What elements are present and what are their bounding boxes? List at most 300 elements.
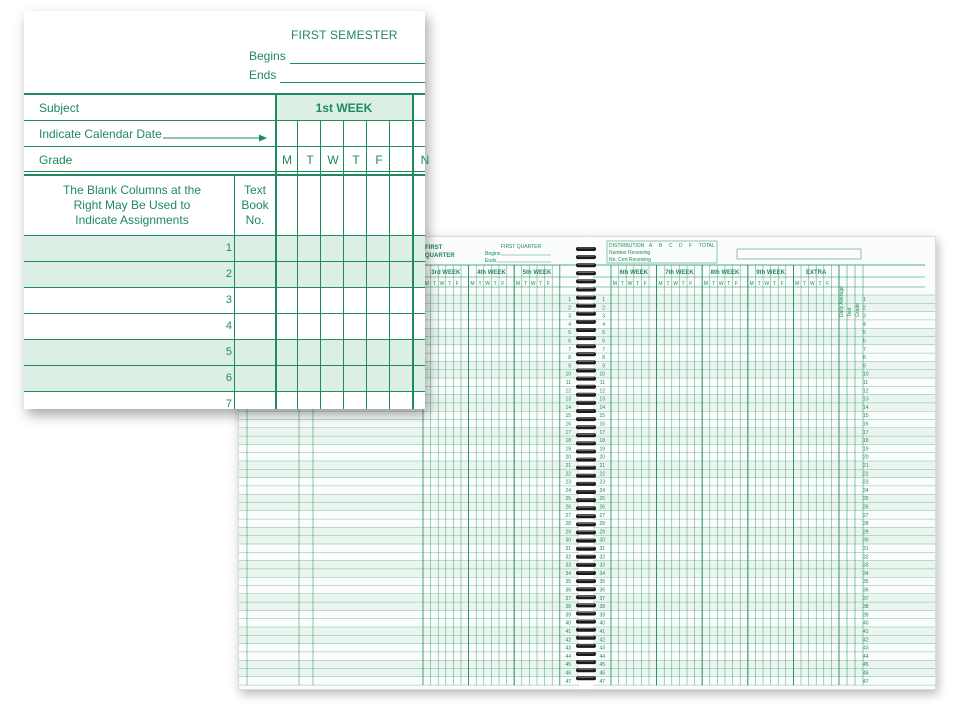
book-row-number: 1	[568, 297, 571, 303]
spiral-coil	[576, 490, 596, 494]
book-day-letter: T	[727, 281, 731, 287]
spiral-coil	[576, 652, 596, 656]
book-row-number: 23	[565, 479, 571, 486]
book-day-letter: W	[485, 281, 490, 287]
book-day-letter: M	[658, 281, 663, 287]
book-row-number: 9	[602, 363, 605, 370]
book-day-letter: F	[826, 281, 830, 287]
book-week-label-r4: EXTRA	[806, 270, 827, 276]
book-row-number: 15	[565, 413, 571, 420]
book-day-letter: F	[780, 281, 784, 287]
book-row-number: 17	[599, 429, 605, 436]
begins-line	[290, 63, 425, 64]
book-row-number: 10	[565, 371, 571, 378]
spiral-coil	[576, 563, 596, 567]
book-day-letter: F	[501, 281, 505, 287]
book-day-letter: T	[478, 281, 482, 287]
book-row-number: 13	[599, 396, 605, 403]
book-week-label-r0: 6th WEEK	[619, 270, 649, 276]
row-number: 7	[225, 398, 232, 410]
rule	[24, 313, 425, 314]
book-week-label-r1: 7th WEEK	[665, 270, 694, 276]
book-day-letter: W	[627, 281, 633, 287]
book-row-number: 17	[863, 429, 869, 436]
book-week-label-r3: 9th WEEK	[756, 270, 785, 276]
day-next-partial: N	[420, 153, 430, 167]
rule	[24, 287, 425, 288]
spiral-coil	[576, 628, 596, 632]
book-row-number: 44	[863, 653, 869, 660]
rule	[24, 235, 425, 236]
book-day-letter: M	[703, 281, 709, 287]
book-row-number: 8	[568, 355, 571, 362]
spiral-coil	[576, 531, 596, 535]
book-row-number: 24	[599, 487, 605, 494]
book-row-number: 23	[599, 479, 605, 486]
book-row-number: 14	[863, 404, 869, 411]
book-row-number: 31	[863, 546, 869, 552]
book-row-number: 37	[599, 595, 605, 602]
book-distribution-grade: F	[689, 243, 693, 249]
book-row-number: 18	[599, 438, 605, 445]
book-day-letter: F	[455, 281, 459, 287]
book-row-number: 4	[863, 321, 866, 328]
subject-label: Subject	[39, 101, 80, 115]
book-row-number: 3	[863, 313, 866, 320]
book-row-number: 36	[599, 587, 605, 594]
book-row-number: 28	[565, 521, 571, 528]
spiral-coil	[576, 263, 596, 267]
book-row-number: 15	[599, 413, 605, 420]
book-row-number: 38	[565, 604, 571, 611]
book-row-number: 10	[863, 371, 869, 378]
book-row-number: 30	[565, 537, 571, 544]
book-row-number: 7	[568, 346, 571, 353]
book-row-number: 21	[863, 463, 869, 469]
rule	[24, 339, 425, 340]
book-day-letter: T	[539, 281, 543, 287]
book-row-number: 7	[602, 346, 605, 353]
book-row-number: 27	[565, 512, 571, 519]
spiral-coil	[576, 369, 596, 373]
book-day-letter: W	[530, 281, 536, 287]
book-row-number: 25	[863, 496, 869, 503]
book-day-letter: W	[439, 281, 445, 287]
book-row-number: 43	[863, 645, 869, 652]
day-wednesday: W	[327, 153, 339, 167]
spiral-coil	[576, 433, 596, 437]
spiral-coil	[576, 247, 596, 251]
spiral-coil	[576, 466, 596, 470]
row-number: 2	[225, 268, 232, 280]
book-row-number: 41	[565, 629, 571, 635]
book-day-letter: T	[681, 281, 685, 287]
book-row-number: 29	[565, 529, 571, 536]
book-week-label-r2: 8th WEEK	[710, 270, 740, 276]
book-day-letter: T	[757, 281, 761, 287]
book-row-number: 3	[602, 313, 605, 320]
book-row-number: 31	[565, 546, 571, 552]
spiral-coil	[576, 336, 596, 340]
book-row-number: 36	[565, 587, 571, 594]
book-row-number: 15	[863, 413, 869, 420]
rule	[24, 174, 425, 176]
book-quarter-heading: FIRST QUARTER	[501, 244, 542, 250]
book-row-number: 45	[565, 662, 571, 669]
spiral-coil	[576, 482, 596, 486]
book-day-letter: F	[689, 281, 693, 287]
spiral-coil	[576, 304, 596, 308]
book-row-number: 32	[599, 554, 605, 561]
rule	[24, 261, 425, 262]
blank-columns-note: The Blank Columns at the Right May Be Used to Indicate Assignments	[62, 183, 202, 227]
book-row-number: 10	[599, 371, 605, 378]
zoomed-page-detail	[24, 11, 430, 410]
book-row-number: 26	[863, 504, 869, 511]
book-distribution-label: DISTRIBUTION	[609, 243, 645, 249]
spiral-coil	[576, 360, 596, 364]
book-day-letter: T	[524, 281, 528, 287]
book-row-number: 1	[602, 297, 605, 303]
book-row-number: 23	[863, 479, 869, 486]
book-day-letter: T	[432, 281, 436, 287]
book-day-letter: W	[810, 281, 815, 287]
book-distribution-grade: D	[679, 243, 683, 249]
semester-title: FIRST SEMESTER	[291, 28, 398, 42]
begins-label: Begins	[249, 49, 286, 63]
book-row-number: 32	[863, 554, 869, 561]
book-row-number: 16	[565, 421, 571, 428]
day-monday: M	[282, 153, 292, 167]
book-row-number: 5	[568, 330, 571, 337]
spiral-coil	[576, 676, 596, 680]
book-row-number: 29	[599, 529, 605, 536]
book-row-number: 40	[599, 620, 605, 627]
book-row-number: 18	[863, 438, 869, 445]
book-day-letter: T	[636, 281, 640, 287]
spiral-coil	[576, 555, 596, 559]
book-row-number: 46	[599, 670, 605, 677]
book-row-number: 4	[568, 321, 571, 328]
arrow-right-icon	[163, 133, 268, 143]
book-row-number: 33	[599, 562, 605, 569]
book-row-number: 43	[565, 645, 571, 652]
book-row-number: 22	[565, 471, 571, 478]
book-row-number: 11	[599, 380, 605, 386]
spiral-coil	[576, 620, 596, 624]
day-tuesday: T	[306, 153, 314, 167]
book-row-number: 9	[863, 363, 866, 370]
book-row-number: 11	[863, 380, 869, 386]
spiral-coil	[576, 603, 596, 607]
book-row-number: 26	[599, 504, 605, 511]
book-row-number: 35	[863, 579, 869, 586]
rule	[24, 365, 425, 366]
book-row-number: 37	[565, 595, 571, 602]
book-distribution-grade: A	[649, 243, 653, 249]
book-row-number: 42	[565, 637, 571, 644]
book-row-number: 38	[599, 604, 605, 611]
spiral-coil	[576, 547, 596, 551]
book-row-number: 19	[565, 446, 571, 453]
book-row-number: 7	[863, 346, 866, 353]
spiral-coil	[576, 409, 596, 413]
day-thursday: T	[352, 153, 360, 167]
book-row-number: 5	[602, 330, 605, 337]
book-row-number: 31	[599, 546, 605, 552]
book-side-label: Test	[847, 307, 853, 317]
book-row-number: 34	[599, 570, 605, 577]
book-row-number: 32	[565, 554, 571, 561]
book-day-letter: M	[612, 281, 617, 287]
book-row-number: 2	[602, 305, 605, 312]
book-row-number: 46	[863, 670, 869, 677]
book-row-number: 40	[863, 620, 869, 627]
book-row-number: 20	[565, 454, 571, 461]
spiral-coil	[576, 352, 596, 356]
spiral-coil	[576, 498, 596, 502]
book-row-number: 30	[599, 537, 605, 544]
book-summary-box	[737, 249, 861, 259]
book-row-number: 6	[863, 338, 866, 345]
book-row-number: 36	[863, 587, 869, 594]
spiral-coil	[576, 417, 596, 421]
book-row-number: 29	[863, 529, 869, 536]
book-side-label: Daily Average	[839, 286, 845, 317]
row-number: 6	[225, 372, 232, 384]
spiral-coil	[576, 279, 596, 283]
book-row-number: 20	[599, 454, 605, 461]
book-row-number: 8	[602, 355, 605, 362]
book-row-number: 43	[599, 645, 605, 652]
book-distribution-grade: TOTAL	[699, 243, 715, 249]
spiral-coil	[576, 296, 596, 300]
book-row-number: 2	[863, 305, 866, 312]
book-row-number: 45	[863, 662, 869, 669]
book-row-number: 20	[863, 454, 869, 461]
spiral-coil	[576, 441, 596, 445]
book-row-number: 4	[602, 321, 605, 328]
book-row-number: 2	[568, 305, 571, 312]
book-row-number: 35	[599, 579, 605, 586]
book-row-number: 40	[565, 620, 571, 627]
spiral-coil	[576, 636, 596, 640]
spiral-coil	[576, 255, 596, 259]
book-row-number: 46	[565, 670, 571, 677]
book-row-number: 24	[565, 487, 571, 494]
book-row-number: 39	[565, 612, 571, 619]
book-day-letter: F	[546, 281, 550, 287]
book-row-number: 3	[568, 313, 571, 320]
spiral-coil	[576, 668, 596, 672]
book-row-number: 5	[863, 330, 866, 337]
book-row-number: 41	[863, 629, 869, 635]
book-row-number: 19	[863, 446, 869, 453]
book-number-receiving-label: Number Receiving	[609, 250, 651, 256]
row-number: 4	[225, 320, 232, 332]
spiral-coil	[576, 458, 596, 462]
book-day-letter: M	[424, 281, 429, 287]
book-row-number: 1	[863, 297, 866, 303]
spiral-coil	[576, 571, 596, 575]
book-day-letter: W	[673, 281, 678, 287]
spiral-coil	[576, 539, 596, 543]
book-row-number: 39	[599, 612, 605, 619]
book-row-number: 6	[568, 338, 571, 345]
grade-label: Grade	[39, 153, 73, 167]
book-row-number: 9	[568, 363, 571, 370]
spiral-coil	[576, 474, 596, 478]
book-row-number: 33	[565, 562, 571, 569]
book-day-letter: W	[764, 281, 770, 287]
book-day-letter: M	[749, 281, 754, 287]
row-number: 3	[225, 294, 232, 306]
book-row-number: 12	[599, 388, 605, 395]
spiral-coil	[576, 401, 596, 405]
ends-line	[280, 82, 425, 83]
book-day-letter: T	[818, 281, 822, 287]
book-day-letter: T	[448, 281, 452, 287]
book-day-letter: F	[643, 281, 647, 287]
book-row-number: 25	[565, 496, 571, 503]
book-row-number: 6	[602, 338, 605, 345]
book-day-letter: T	[803, 281, 807, 287]
book-row-number: 33	[863, 562, 869, 569]
book-begins-label: Begins	[485, 251, 501, 257]
book-week-label-2: 5th WEEK	[522, 270, 552, 276]
book-row-number: 8	[863, 355, 866, 362]
spiral-coil	[576, 595, 596, 599]
rule	[24, 146, 425, 147]
spiral-coil	[576, 328, 596, 332]
spiral-coil	[576, 450, 596, 454]
book-day-letter: M	[470, 281, 475, 287]
book-row-number: 17	[565, 429, 571, 436]
book-row-number: 22	[863, 471, 869, 478]
book-row-number: 16	[863, 421, 869, 428]
book-row-number: 37	[863, 595, 869, 602]
book-week-label-0: 3rd WEEK	[431, 270, 461, 276]
book-row-number: 28	[863, 521, 869, 528]
ends-label: Ends	[249, 68, 277, 82]
spiral-coil	[576, 288, 596, 292]
book-row-number: 42	[599, 637, 605, 644]
first-week-header: 1st WEEK	[276, 95, 412, 120]
day-friday: F	[375, 153, 383, 167]
rule	[24, 391, 425, 392]
book-row-number: 34	[863, 570, 869, 577]
column-divider	[275, 93, 277, 409]
book-row-number: 38	[863, 604, 869, 611]
book-row-number: 35	[565, 579, 571, 586]
rule	[24, 171, 425, 172]
book-row-number: 22	[599, 471, 605, 478]
book-row-number: 47	[863, 678, 869, 685]
book-quarter-title-line1: FIRST	[425, 245, 443, 251]
spiral-coil	[576, 271, 596, 275]
book-row-number: 14	[599, 404, 605, 411]
book-row-number: 25	[599, 496, 605, 503]
spiral-coil	[576, 506, 596, 510]
book-no-cert-label: No. Cert Receiving	[609, 257, 651, 263]
book-row-number: 24	[863, 487, 869, 494]
book-day-letter: T	[620, 281, 624, 287]
spiral-coil	[576, 377, 596, 381]
book-row-number: 27	[599, 512, 605, 519]
book-row-number: 16	[599, 421, 605, 428]
book-day-letter: W	[718, 281, 724, 287]
spiral-coil	[576, 385, 596, 389]
book-row-number: 13	[863, 396, 869, 403]
book-row-number: 44	[565, 653, 571, 660]
spiral-coil	[576, 514, 596, 518]
book-row-number: 26	[565, 504, 571, 511]
book-row-number: 44	[599, 653, 605, 660]
book-row-number: 13	[565, 396, 571, 403]
book-row-number: 11	[565, 380, 571, 386]
book-week-label-1: 4th WEEK	[477, 270, 506, 276]
spiral-coil	[576, 522, 596, 526]
book-row-number: 30	[863, 537, 869, 544]
book-row-number: 12	[863, 388, 869, 395]
book-distribution-grade: C	[669, 243, 673, 249]
book-row-number: 47	[565, 678, 571, 685]
spiral-coil	[576, 660, 596, 664]
book-day-letter: M	[795, 281, 800, 287]
book-row-number: 42	[863, 637, 869, 644]
row-number: 5	[225, 346, 232, 358]
book-row-number: 12	[565, 388, 571, 395]
book-row-number: 14	[565, 404, 571, 411]
book-distribution-grade: B	[659, 243, 663, 249]
textbook-number-header: Text Book No.	[241, 183, 269, 227]
book-quarter-title-line2: QUARTER	[425, 253, 455, 259]
book-row-number: 41	[599, 629, 605, 635]
spiral-coil	[576, 312, 596, 316]
column-divider	[412, 93, 414, 409]
book-row-number: 45	[599, 662, 605, 669]
spiral-coil	[576, 344, 596, 348]
book-row-number: 19	[599, 446, 605, 453]
book-row-number: 21	[599, 463, 605, 469]
calendar-date-label: Indicate Calendar Date	[39, 127, 162, 141]
book-ends-label: Ends	[485, 258, 497, 264]
spiral-coil	[576, 644, 596, 648]
book-day-letter: T	[712, 281, 716, 287]
book-day-letter: M	[515, 281, 521, 287]
book-row-number: 27	[863, 512, 869, 519]
spiral-coil	[576, 579, 596, 583]
spiral-coil	[576, 425, 596, 429]
spiral-coil	[576, 587, 596, 591]
spiral-coil	[576, 320, 596, 324]
book-row-number: 18	[565, 438, 571, 445]
book-day-letter: T	[493, 281, 497, 287]
book-row-number: 21	[565, 463, 571, 469]
rule	[24, 93, 425, 95]
row-number: 1	[225, 242, 232, 254]
book-row-number: 34	[565, 570, 571, 577]
rule	[24, 120, 425, 121]
book-day-letter: T	[772, 281, 776, 287]
book-row-number: 39	[863, 612, 869, 619]
book-day-letter: F	[734, 281, 738, 287]
book-day-letter: T	[666, 281, 670, 287]
book-row-number: 47	[599, 678, 605, 685]
book-side-label: Grade	[855, 303, 861, 317]
spiral-coil	[576, 612, 596, 616]
book-row-number: 28	[599, 521, 605, 528]
